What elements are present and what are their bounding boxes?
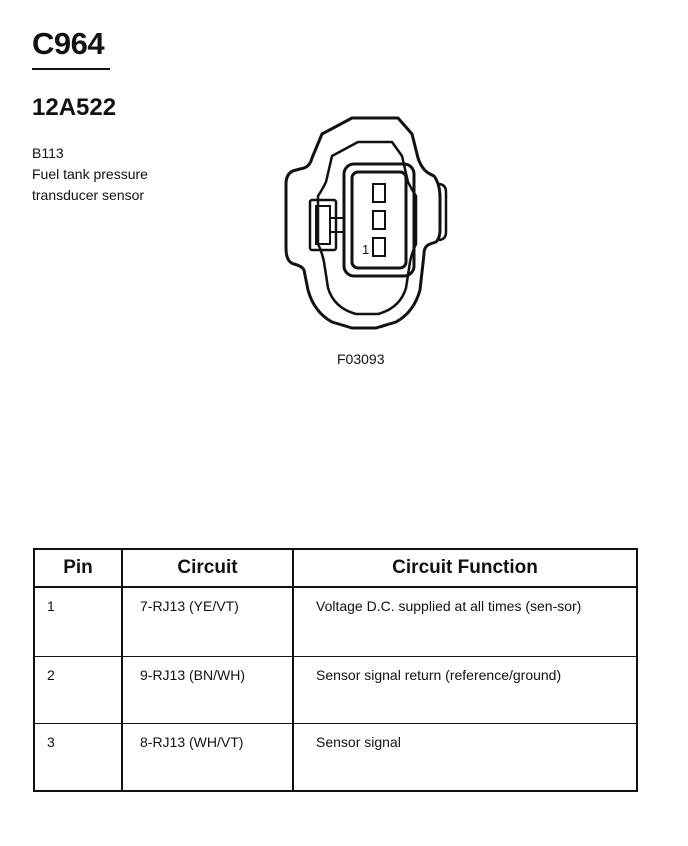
pin-3-terminal bbox=[373, 184, 385, 202]
pin-cell: 1 bbox=[34, 587, 122, 657]
pin-cell: 2 bbox=[34, 657, 122, 724]
header-pin: Pin bbox=[34, 549, 122, 587]
connector-id-heading: C964 bbox=[32, 26, 105, 61]
header-circuit: Circuit bbox=[122, 549, 293, 587]
left-latch bbox=[310, 200, 336, 250]
pin-2-terminal bbox=[373, 211, 385, 229]
terminal-cavity-outer bbox=[344, 164, 414, 276]
pinout-table bbox=[33, 548, 638, 792]
connector-face-illustration bbox=[280, 112, 452, 334]
component-code: B113 bbox=[32, 145, 64, 161]
table-row bbox=[34, 724, 637, 792]
figure-id: F03093 bbox=[337, 351, 385, 367]
function-cell: Voltage D.C. supplied at all times (sen-sor) bbox=[293, 587, 637, 657]
pin-1-terminal bbox=[373, 238, 385, 256]
circuit-cell: 9-RJ13 (BN/WH) bbox=[122, 657, 293, 724]
header-circuit-function: Circuit Function bbox=[293, 549, 637, 587]
pin-cell: 3 bbox=[34, 724, 122, 792]
part-number-heading: 12A522 bbox=[32, 94, 117, 121]
function-cell: Sensor signal return (reference/ground) bbox=[293, 657, 637, 724]
circuit-cell: 7-RJ13 (YE/VT) bbox=[122, 587, 293, 657]
connector-housing-inner bbox=[318, 142, 416, 314]
table-row bbox=[34, 587, 637, 657]
table-row bbox=[34, 657, 637, 724]
circuit-cell: 8-RJ13 (WH/VT) bbox=[122, 724, 293, 792]
table-header-row bbox=[34, 549, 637, 587]
terminal-cavity-inner bbox=[352, 172, 406, 268]
component-description: Fuel tank pressure transducer sensor bbox=[32, 166, 148, 203]
function-cell: Sensor signal bbox=[293, 724, 637, 792]
heading-underline bbox=[32, 68, 110, 70]
pin-1-label: 1 bbox=[362, 242, 370, 257]
